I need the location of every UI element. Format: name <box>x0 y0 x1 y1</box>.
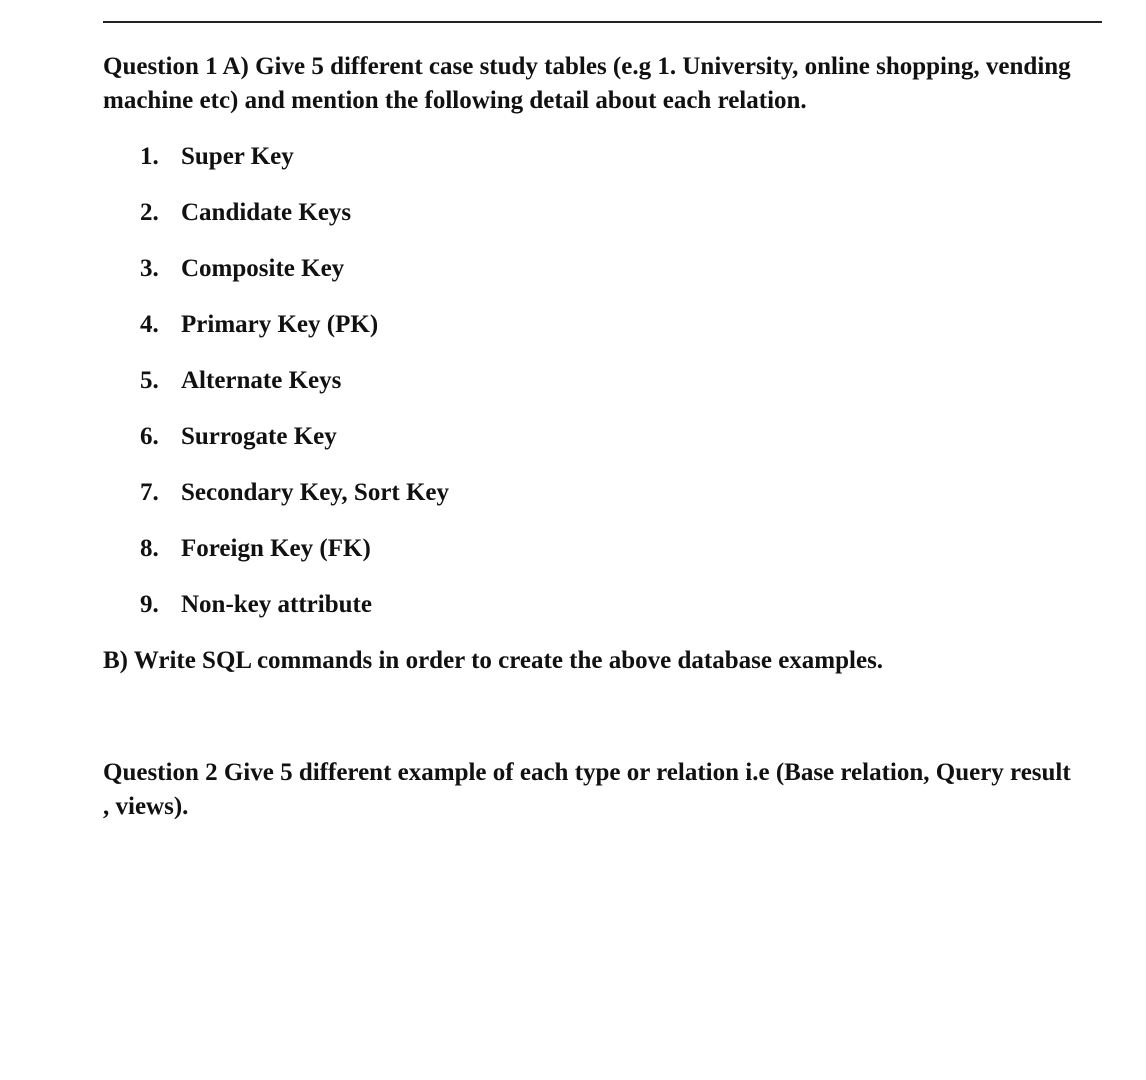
list-item-label: Primary Key (PK) <box>181 311 379 338</box>
top-divider <box>103 21 1102 23</box>
list-item-label: Secondary Key, Sort Key <box>181 479 450 506</box>
question-2: Question 2 Give 5 different example of each type or relation i.e (Base relation, Query result , views). <box>103 759 1071 820</box>
list-item-number: 7. <box>140 479 159 506</box>
list-item <box>140 420 449 476</box>
list-item-number: 8. <box>140 535 159 562</box>
list-item <box>140 252 449 308</box>
list-item-number: 9. <box>140 591 159 618</box>
question-1-part-b: B) Write SQL commands in order to create the above database examples. <box>103 647 884 674</box>
list-item-number: 3. <box>140 255 159 282</box>
list-item-number: 6. <box>140 423 159 450</box>
list-item-label: Surrogate Key <box>181 423 337 450</box>
list-item-label: Non-key attribute <box>181 591 372 618</box>
list-item <box>140 364 449 420</box>
list-item-label: Super Key <box>181 143 294 170</box>
list-item-label: Foreign Key (FK) <box>181 535 371 562</box>
list-item-label: Alternate Keys <box>181 367 342 394</box>
key-types-list <box>140 140 449 644</box>
list-item-label: Candidate Keys <box>181 199 352 226</box>
question-1-part-a: Question 1 A) Give 5 different case study tables (e.g 1. University, online shopping, vending machine etc) and mention the following detail about each relation. <box>103 53 1071 114</box>
list-item <box>140 588 449 644</box>
list-item <box>140 140 449 196</box>
list-item <box>140 476 449 532</box>
list-item-number: 1. <box>140 143 159 170</box>
list-item-number: 2. <box>140 199 159 226</box>
list-item <box>140 532 449 588</box>
list-item-label: Composite Key <box>181 255 345 282</box>
list-item <box>140 308 449 364</box>
list-item <box>140 196 449 252</box>
list-item-number: 4. <box>140 311 159 338</box>
list-item-number: 5. <box>140 367 159 394</box>
